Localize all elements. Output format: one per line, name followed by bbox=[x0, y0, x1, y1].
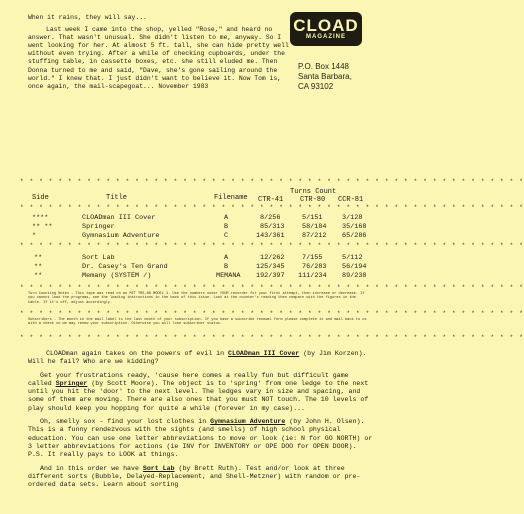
turn-counting-notes: Turn Counting Notes - This tape was read on an MIT TRS-80 MODEL 1. Use the numbers under YOUR recorder for your first attempt, then increase or decrease. If you cannot load the programs, see the loading instructions in the back of this issue. Look at the counter's reading then compare with the figures in the table. If it's off, adjust accordingly. bbox=[28, 292, 365, 305]
row-title: CLOADman III Cover bbox=[82, 214, 156, 222]
header-ctr41: CTR-41 bbox=[258, 196, 284, 204]
desc-text: (by John H. Olsen). This is a funny rendezvous with the sights (and smells) of high school physical education. You can use one letter abbreviations to move or look (ie: N for GO NORTH) or 3 letter abbreviations for actions (ie INV for INVENTORY or OPE DOO for OPEN DOOR). P.S. It really pays to LOOK at things. bbox=[28, 418, 373, 459]
star-border: * * * * * * * * * * * * * * * * * * * * * * * * * * * * * * * * * * * * * * * * * * * * * * * * * * * * * bbox=[20, 242, 524, 249]
desc-text: And in this order we have bbox=[40, 464, 143, 472]
star-border: * * * * * * * * * * * * * * * * * * * * * * * * * * * * * * * * * * * * * * * * * * * * * * * * * * * * * bbox=[20, 284, 524, 291]
logo-box bbox=[290, 12, 362, 46]
row-ctr80: 111/234 bbox=[298, 272, 327, 280]
header-title: Title bbox=[106, 194, 128, 202]
row-title: Sort Lab bbox=[82, 254, 115, 262]
row-file: MEMANA bbox=[216, 272, 241, 280]
row-file: B bbox=[224, 223, 229, 231]
row-ccr81: 5/112 bbox=[342, 254, 363, 262]
title-cloadman: CLOADman III Cover bbox=[228, 350, 300, 357]
desc-cloadman bbox=[28, 350, 374, 367]
table-row bbox=[20, 232, 378, 241]
title-springer: Springer bbox=[55, 379, 88, 387]
table-row bbox=[20, 214, 378, 223]
table-row bbox=[20, 223, 378, 232]
row-file: A bbox=[224, 254, 229, 262]
row-ccr81: 35/168 bbox=[342, 223, 367, 231]
row-file: A bbox=[224, 214, 229, 222]
row-title: Memany (SYSTEM /) bbox=[82, 272, 152, 280]
row-file: B bbox=[224, 263, 229, 271]
row-file: C bbox=[224, 232, 229, 240]
row-ccr81: 56/194 bbox=[342, 263, 367, 271]
desc-text: (by Brett Ruth). Test and/or look at three different sorts (Bubble, Delayed-Replacement, and Shell-Metzner) with random or pre-ordered data sets. Learn about sorting bbox=[28, 464, 361, 489]
logo-subtitle: MAGAZINE bbox=[306, 33, 346, 40]
row-ctr41: 8/256 bbox=[260, 214, 281, 222]
table-row bbox=[20, 263, 378, 272]
row-stars: ** bbox=[34, 254, 43, 262]
desc-gymnasium bbox=[28, 418, 374, 459]
star-border: * * * * * * * * * * * * * * * * * * * * * * * * * * * * * * * * * * * * * * * * * * * * * * * * * * * * * bbox=[20, 310, 524, 317]
address-line: CA 93102 bbox=[298, 82, 334, 91]
row-ccr81: 65/286 bbox=[342, 232, 367, 240]
row-ctr80: 58/184 bbox=[302, 223, 327, 231]
intro-line: When it rains, they will say... bbox=[28, 14, 147, 21]
title-gymnasium: Gymnasium Adventure bbox=[210, 418, 286, 426]
star-border-top: * * * * * * * * * * * * * * * * * * * * * * * * * * * * * * * * * * * * * * * * * * * * * * * * * * * * * bbox=[20, 178, 524, 185]
intro-text bbox=[28, 14, 290, 95]
row-stars: ** ** bbox=[32, 223, 53, 231]
row-ccr81: 89/238 bbox=[342, 272, 367, 280]
program-descriptions bbox=[28, 350, 374, 494]
row-ctr80: 5/151 bbox=[302, 214, 323, 222]
row-ctr80: 87/212 bbox=[302, 232, 327, 240]
row-ctr80: 7/155 bbox=[302, 254, 323, 262]
desc-sortlab bbox=[28, 465, 374, 490]
desc-text: (by Scott Moore). The object is to 'spring' from one ledge to the next until you hit the 'door' to the next level. The ledges vary in size and spacing, and some of them are moving. There are also ones that you must NOT touch. The 10 levels of play should keep you hopping for quite a while (forever in my case)... bbox=[28, 379, 369, 412]
row-title: Gymnasium Adventure bbox=[82, 232, 160, 240]
title-sortlab: Sort Lab bbox=[142, 464, 175, 472]
row-ctr41: 12/262 bbox=[260, 254, 285, 262]
logo-brand: CLOAD bbox=[293, 15, 359, 35]
header-turns-count: Turns Count bbox=[290, 188, 337, 196]
desc-text: (by Jim Korzen). Will he fail? Who are we kidding? bbox=[28, 350, 367, 366]
row-stars: * bbox=[32, 232, 37, 240]
desc-springer bbox=[28, 372, 374, 413]
row-stars: ** bbox=[34, 272, 43, 280]
star-border: * * * * * * * * * * * * * * * * * * * * * * * * * * * * * * * * * * * * * * * * * * * * * * * * * * * * * bbox=[20, 204, 524, 211]
cload-logo bbox=[290, 12, 366, 60]
row-stars: ** bbox=[34, 263, 43, 271]
header-side: Side bbox=[32, 194, 49, 202]
row-ctr41: 85/313 bbox=[260, 223, 285, 231]
desc-text: Oh, smelly sox - find your lost clothes in bbox=[40, 418, 211, 426]
header-ccr81: CCR-81 bbox=[338, 196, 364, 204]
table-row bbox=[20, 272, 378, 281]
row-ctr41: 192/397 bbox=[256, 272, 285, 280]
row-ctr80: 76/283 bbox=[302, 263, 327, 271]
desc-text: Get your frustrations ready, 'cause here comes a really fun but difficult game called bbox=[28, 371, 349, 387]
table-of-contents bbox=[20, 178, 524, 344]
intro-paragraph: Last week I came into the shop, yelled "Rose," and heard no answer. That wasn't unusual. She didn't listen to me, anyway. So I went looking for her. At almost 5 ft. tall, she can hide pretty well without even trying. After a while of checking cupboards, under the stuffing table, in cassette boxes, etc. she still eluded me. Then Donna turned to me and said, "Dave, she's gone sailing around the world." I knew that. I just didn't want to believe it. Now Tom is, once again, the mail-scapegoat... November 1983 bbox=[28, 26, 289, 90]
desc-text: CLOADman again takes on the powers of evil in bbox=[46, 350, 229, 357]
row-ctr41: 143/361 bbox=[256, 232, 285, 240]
address-line: P.O. Box 1448 bbox=[298, 62, 349, 71]
row-ccr81: 3/128 bbox=[342, 214, 363, 222]
row-stars: **** bbox=[32, 214, 49, 222]
table-row bbox=[20, 254, 378, 263]
header-ctr80: CTR-80 bbox=[300, 196, 326, 204]
mailing-address bbox=[298, 62, 352, 92]
row-title: Dr. Casey's Ten Grand bbox=[82, 263, 168, 271]
header-filename: Filename bbox=[214, 194, 248, 202]
row-title: Springer bbox=[82, 223, 115, 231]
star-border-bottom: * * * * * * * * * * * * * * * * * * * * * * * * * * * * * * * * * * * * * * * * * * * * * * * * * * * * * bbox=[20, 334, 524, 341]
row-ctr41: 125/345 bbox=[256, 263, 285, 271]
subscriber-notes: Subscribers - The month in the mail label is the last month of your subscription. If you have a subscribe renewal form please complete it and mail back to us with a check so we may renew your subscription. Otherwise you will lose subscriber status. bbox=[28, 318, 367, 327]
address-line: Santa Barbara, bbox=[298, 72, 352, 81]
